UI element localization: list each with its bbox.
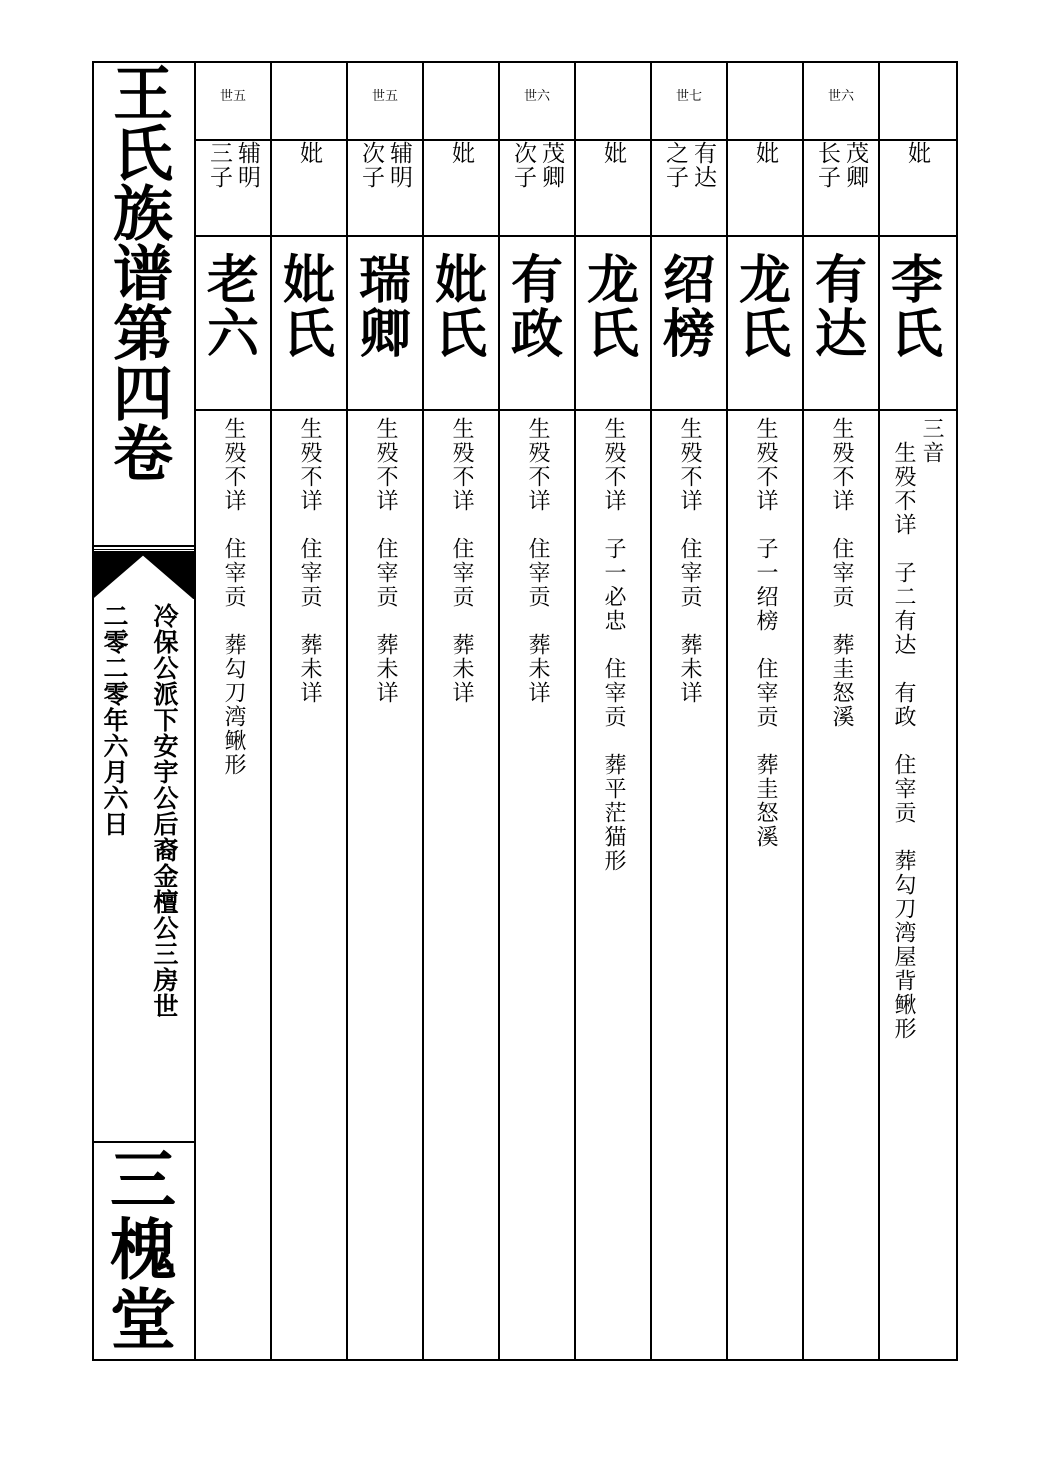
name-char: 妣 [434, 250, 487, 311]
genealogy-entry [576, 61, 652, 1361]
hall-name-char: 三 [110, 1141, 176, 1219]
detail-cell [196, 417, 270, 1347]
detail-cell [348, 417, 422, 1347]
name-char: 政 [510, 304, 563, 365]
generation-label: 世六 [523, 89, 550, 104]
relation-label: 有达 之子 [662, 141, 716, 189]
relation-cell [272, 141, 346, 231]
relation-label: 妣 [296, 141, 322, 165]
name-char: 氏 [738, 304, 791, 365]
genealogy-entry [348, 61, 424, 1361]
genealogy-entry [500, 61, 576, 1361]
book-title-char: 四 [113, 360, 173, 430]
detail-cell [880, 417, 954, 1347]
name-char: 有 [510, 250, 563, 311]
relation-cell [348, 141, 422, 231]
person-name [576, 250, 650, 404]
person-details: 三音 生殁不详 子二有达 有政 住宰贡 葬勾刀湾屋背鳅形 [891, 417, 944, 1041]
person-details: 生殁不详 住宰贡 葬未详 [297, 417, 322, 705]
name-char: 氏 [434, 304, 487, 365]
generation-label: 世七 [675, 89, 702, 104]
person-details: 生殁不详 子一必忠 住宰贡 葬平茫猫形 [601, 417, 626, 873]
person-details: 生殁不详 住宰贡 葬未详 [525, 417, 550, 705]
name-char: 榜 [662, 304, 715, 365]
detail-cell [728, 417, 802, 1347]
name-char: 有 [814, 250, 867, 311]
name-char: 氏 [586, 304, 639, 365]
book-title-char: 王 [113, 60, 173, 130]
person-name [804, 250, 878, 404]
name-char: 老 [206, 250, 259, 311]
title-column [92, 61, 196, 1361]
generation-label: 世六 [827, 89, 854, 104]
person-details: 生殁不详 住宰贡 葬未详 [449, 417, 474, 705]
title-divider [92, 545, 194, 547]
relation-label: 辅明 次子 [358, 141, 412, 189]
relation-label: 妣 [448, 141, 474, 165]
lineage-subtitle: 冷保公派下安宇公后裔金檀公三房世 [150, 603, 179, 1019]
compile-date: 二零二零年六月六日 [100, 603, 129, 837]
relation-cell [804, 141, 878, 231]
generation-label: 世五 [371, 89, 398, 104]
genealogy-entry [804, 61, 880, 1361]
name-char: 氏 [282, 304, 335, 365]
person-name [880, 250, 954, 404]
hall-name-char: 堂 [110, 1281, 176, 1359]
name-char: 达 [814, 304, 867, 365]
book-title-char: 族 [113, 180, 173, 250]
title-divider-thin [92, 549, 194, 550]
relation-label: 辅明 三子 [206, 141, 260, 189]
person-name [424, 250, 498, 404]
person-details: 生殁不详 住宰贡 葬圭怒溪 [829, 417, 854, 729]
name-char: 龙 [738, 250, 791, 311]
genealogy-entry [728, 61, 804, 1361]
book-title [92, 60, 194, 543]
name-char: 六 [206, 304, 259, 365]
relation-cell [500, 141, 574, 231]
genealogy-entry [652, 61, 728, 1361]
relation-cell [576, 141, 650, 231]
hall-name [92, 1141, 194, 1359]
detail-cell [500, 417, 574, 1347]
genealogy-entry [196, 61, 272, 1361]
person-details: 生殁不详 住宰贡 葬未详 [677, 417, 702, 705]
person-name [272, 250, 346, 404]
name-char: 李 [890, 250, 943, 311]
relation-cell [728, 141, 802, 231]
person-name [652, 250, 726, 404]
genealogy-entry [424, 61, 500, 1361]
genealogy-entry [880, 61, 956, 1361]
person-details: 生殁不详 住宰贡 葬勾刀湾鳅形 [221, 417, 246, 777]
relation-cell [652, 141, 726, 231]
relation-cell [880, 141, 954, 231]
name-char: 妣 [282, 250, 335, 311]
book-title-char: 第 [113, 300, 173, 370]
generation-label: 世五 [219, 89, 246, 104]
person-details: 生殁不详 子一绍榜 住宰贡 葬圭怒溪 [753, 417, 778, 849]
detail-cell [804, 417, 878, 1347]
name-char: 瑞 [358, 250, 411, 311]
person-details: 生殁不详 住宰贡 葬未详 [373, 417, 398, 705]
detail-cell [424, 417, 498, 1347]
person-name [348, 250, 422, 404]
person-name [500, 250, 574, 404]
fishtail-ornament [92, 551, 194, 599]
detail-cell [652, 417, 726, 1347]
genealogy-entry [272, 61, 348, 1361]
relation-cell [424, 141, 498, 231]
book-title-char: 卷 [113, 420, 173, 490]
detail-cell [272, 417, 346, 1347]
relation-cell [196, 141, 270, 231]
detail-cell [576, 417, 650, 1347]
relation-label: 妣 [752, 141, 778, 165]
book-title-char: 氏 [113, 120, 173, 190]
relation-label: 茂卿 次子 [510, 141, 564, 189]
name-char: 卿 [358, 304, 411, 365]
person-name [196, 250, 270, 404]
person-name [728, 250, 802, 404]
name-char: 绍 [662, 250, 715, 311]
hall-name-char: 槐 [110, 1211, 176, 1289]
name-char: 龙 [586, 250, 639, 311]
book-title-char: 谱 [113, 240, 173, 310]
relation-label: 茂卿 长子 [814, 141, 868, 189]
name-char: 氏 [890, 304, 943, 365]
relation-label: 妣 [904, 141, 930, 165]
relation-label: 妣 [600, 141, 626, 165]
